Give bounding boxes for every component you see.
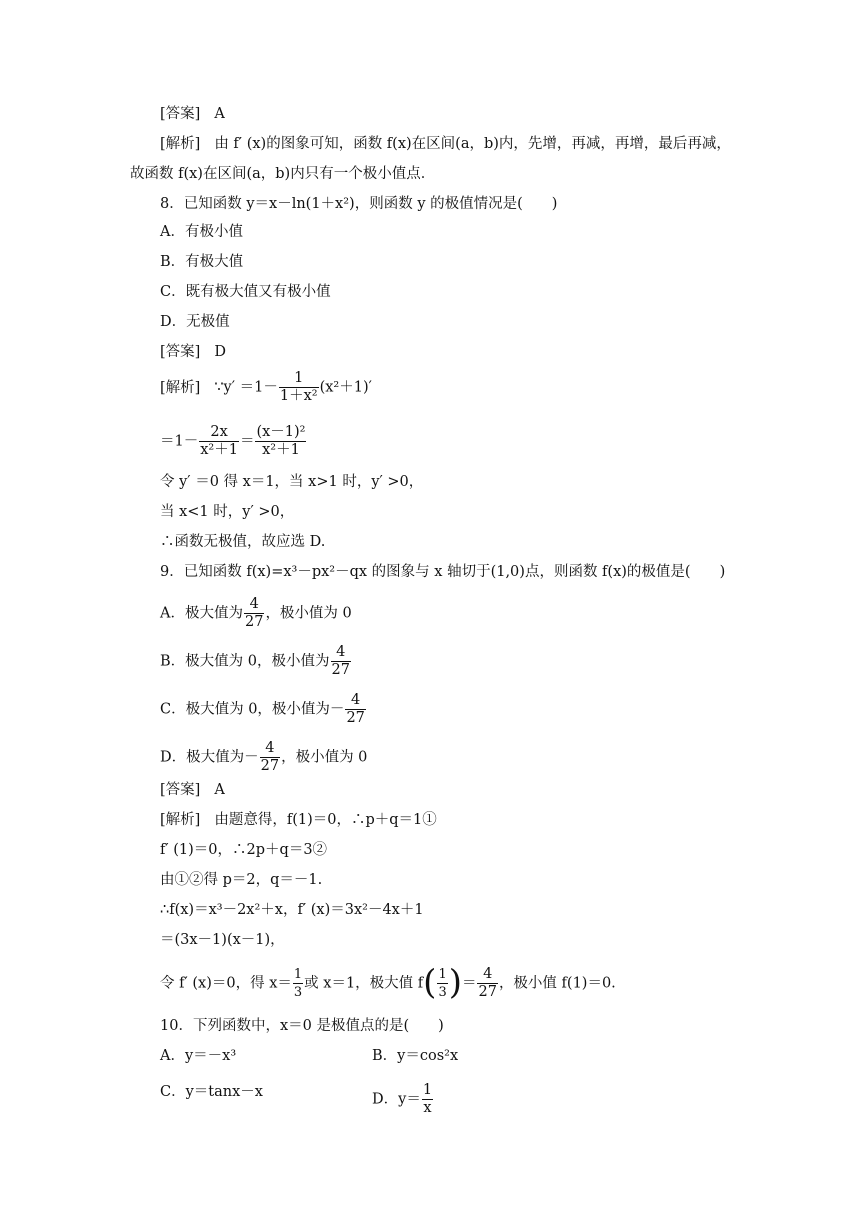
fraction-denominator: 27 [260,758,280,774]
q9-option-a [160,596,352,631]
analysis-tag: [解析] [160,379,201,396]
q9-option-c [160,692,367,727]
q8-analysis-step-1 [160,370,372,405]
fraction-numerator: 1 [279,370,319,388]
fraction-numerator: (x－1)² [256,424,306,440]
q8-analysis-step-5: ∴函数无极值，故应选 D. [160,534,326,550]
answer-tag: [答案] [160,782,201,798]
q8-stem: 8．已知函数 y＝x－ln(1＋x²)，则函数 y 的极值情况是( ) [160,196,558,212]
option-text: A．极大值为 [160,605,243,622]
q9-analysis-step-6 [160,962,616,1003]
q9-analysis-step-3: 由①②得 p＝2，q＝－1. [160,872,323,888]
fraction-denominator: x [423,1100,432,1116]
fraction-denominator: 1＋x² [279,388,318,404]
analysis-text: 令 f′ (x)＝0，得 x＝ [160,975,292,992]
fraction-numerator: 4 [477,966,497,984]
analysis-text: ，极小值 f(1)＝0. [498,975,616,992]
fraction-denominator: 27 [346,710,365,726]
q7-analysis-line-1 [160,134,731,154]
fraction [244,596,264,631]
fraction-numerator: 1 [293,967,303,982]
option-text: C．极大值为 0，极小值为－ [160,701,345,718]
q10-option-a: A．y＝－x³ [160,1048,237,1064]
option-text: B．极大值为 0，极小值为 [160,653,330,670]
fraction [255,424,306,459]
q9-answer-line [160,780,225,800]
answer-tag: [答案] [160,106,201,122]
fraction-denominator: 27 [478,984,497,1000]
q8-option-d: D．无极值 [160,314,230,330]
right-paren-glyph: ) [448,962,462,1003]
left-paren-glyph: ( [423,962,437,1003]
option-text: ，极小值为 0 [281,749,368,766]
q9-analysis-step-5: ＝(3x－1)(x－1)， [160,932,285,948]
fraction [199,424,239,459]
formula-text: (x²＋1)′ [319,379,372,396]
fraction-denominator: 27 [244,614,264,630]
answer-value: D [214,344,226,360]
fraction-numerator: 1 [422,1082,433,1098]
analysis-text: 由 f′ (x)的图象可知，函数 f(x)在区间(a，b)内，先增，再减，再增，最后再减， [214,136,731,152]
analysis-text: ＝ [461,975,477,992]
option-text: ，极小值为 0 [265,605,352,622]
answer-value: A [214,782,225,798]
q8-option-b: B．有极大值 [160,254,244,270]
fraction-denominator: 27 [331,662,350,678]
q10-option-d [372,1082,434,1117]
fraction [331,644,351,679]
fraction-denominator: x²＋1 [200,442,238,458]
fraction [477,966,497,1001]
formula-text: ∵y′ ＝1－ [214,379,278,396]
formula-text: ＝1－ [160,433,199,450]
fraction [345,692,365,727]
q10-stem: 10．下列函数中，x＝0 是极值点的是( ) [160,1018,444,1034]
analysis-tag: [解析] [160,812,201,828]
q10-option-b: B．y＝cos²x [372,1048,459,1064]
q7-answer-line [160,104,225,124]
q9-option-d [160,740,367,775]
q8-option-c: C．既有极大值又有极小值 [160,284,331,300]
answer-tag: [答案] [160,344,201,360]
fraction [437,966,447,1001]
q9-analysis-step-4: ∴f(x)＝x³－2x²＋x，f′ (x)＝3x²－4x＋1 [160,902,424,918]
q8-option-a: A．有极小值 [160,224,243,240]
q9-option-b [160,644,352,679]
q8-answer-line [160,342,226,362]
fraction [293,966,303,1001]
fraction-numerator: 2x [199,424,239,442]
fraction-numerator: 4 [244,596,264,614]
q8-analysis-step-2 [160,424,307,459]
analysis-text: 由题意得，f(1)＝0，∴p＋q＝1① [214,812,437,828]
fraction-numerator: 1 [438,967,447,982]
fraction-numerator: 4 [345,692,365,710]
q10-option-c: C．y＝tanx－x [160,1084,263,1100]
option-text: D．极大值为－ [160,749,259,766]
fraction-denominator: 3 [293,985,303,1000]
q9-analysis-step-1 [160,810,437,830]
q9-stem: 9．已知函数 f(x)=x³－px²－qx 的图象与 x 轴切于(1,0)点，则函数 f(x)的极值是( ) [160,564,726,580]
fraction [279,370,319,405]
q8-analysis-step-3: 令 y′ ＝0 得 x＝1，当 x>1 时，y′ >0， [160,474,424,490]
fraction-numerator: 4 [331,644,351,662]
q9-analysis-step-2: f′ (1)＝0，∴2p＋q＝3② [160,842,328,858]
analysis-tag: [解析] [160,136,201,152]
fraction-denominator: x²＋1 [262,442,300,458]
option-text: D．y＝ [372,1091,421,1108]
fraction [422,1082,433,1117]
formula-text: ＝ [239,433,255,450]
answer-value: A [214,106,225,122]
analysis-text: 或 x＝1，极大值 f [304,975,424,992]
fraction-numerator: 4 [260,740,280,758]
q7-analysis-line-2: 故函数 f(x)在区间(a，b)内只有一个极小值点． [130,166,436,182]
fraction [260,740,280,775]
q8-analysis-step-4: 当 x<1 时，y′ >0， [160,504,295,520]
fraction-denominator: 3 [438,985,447,1000]
